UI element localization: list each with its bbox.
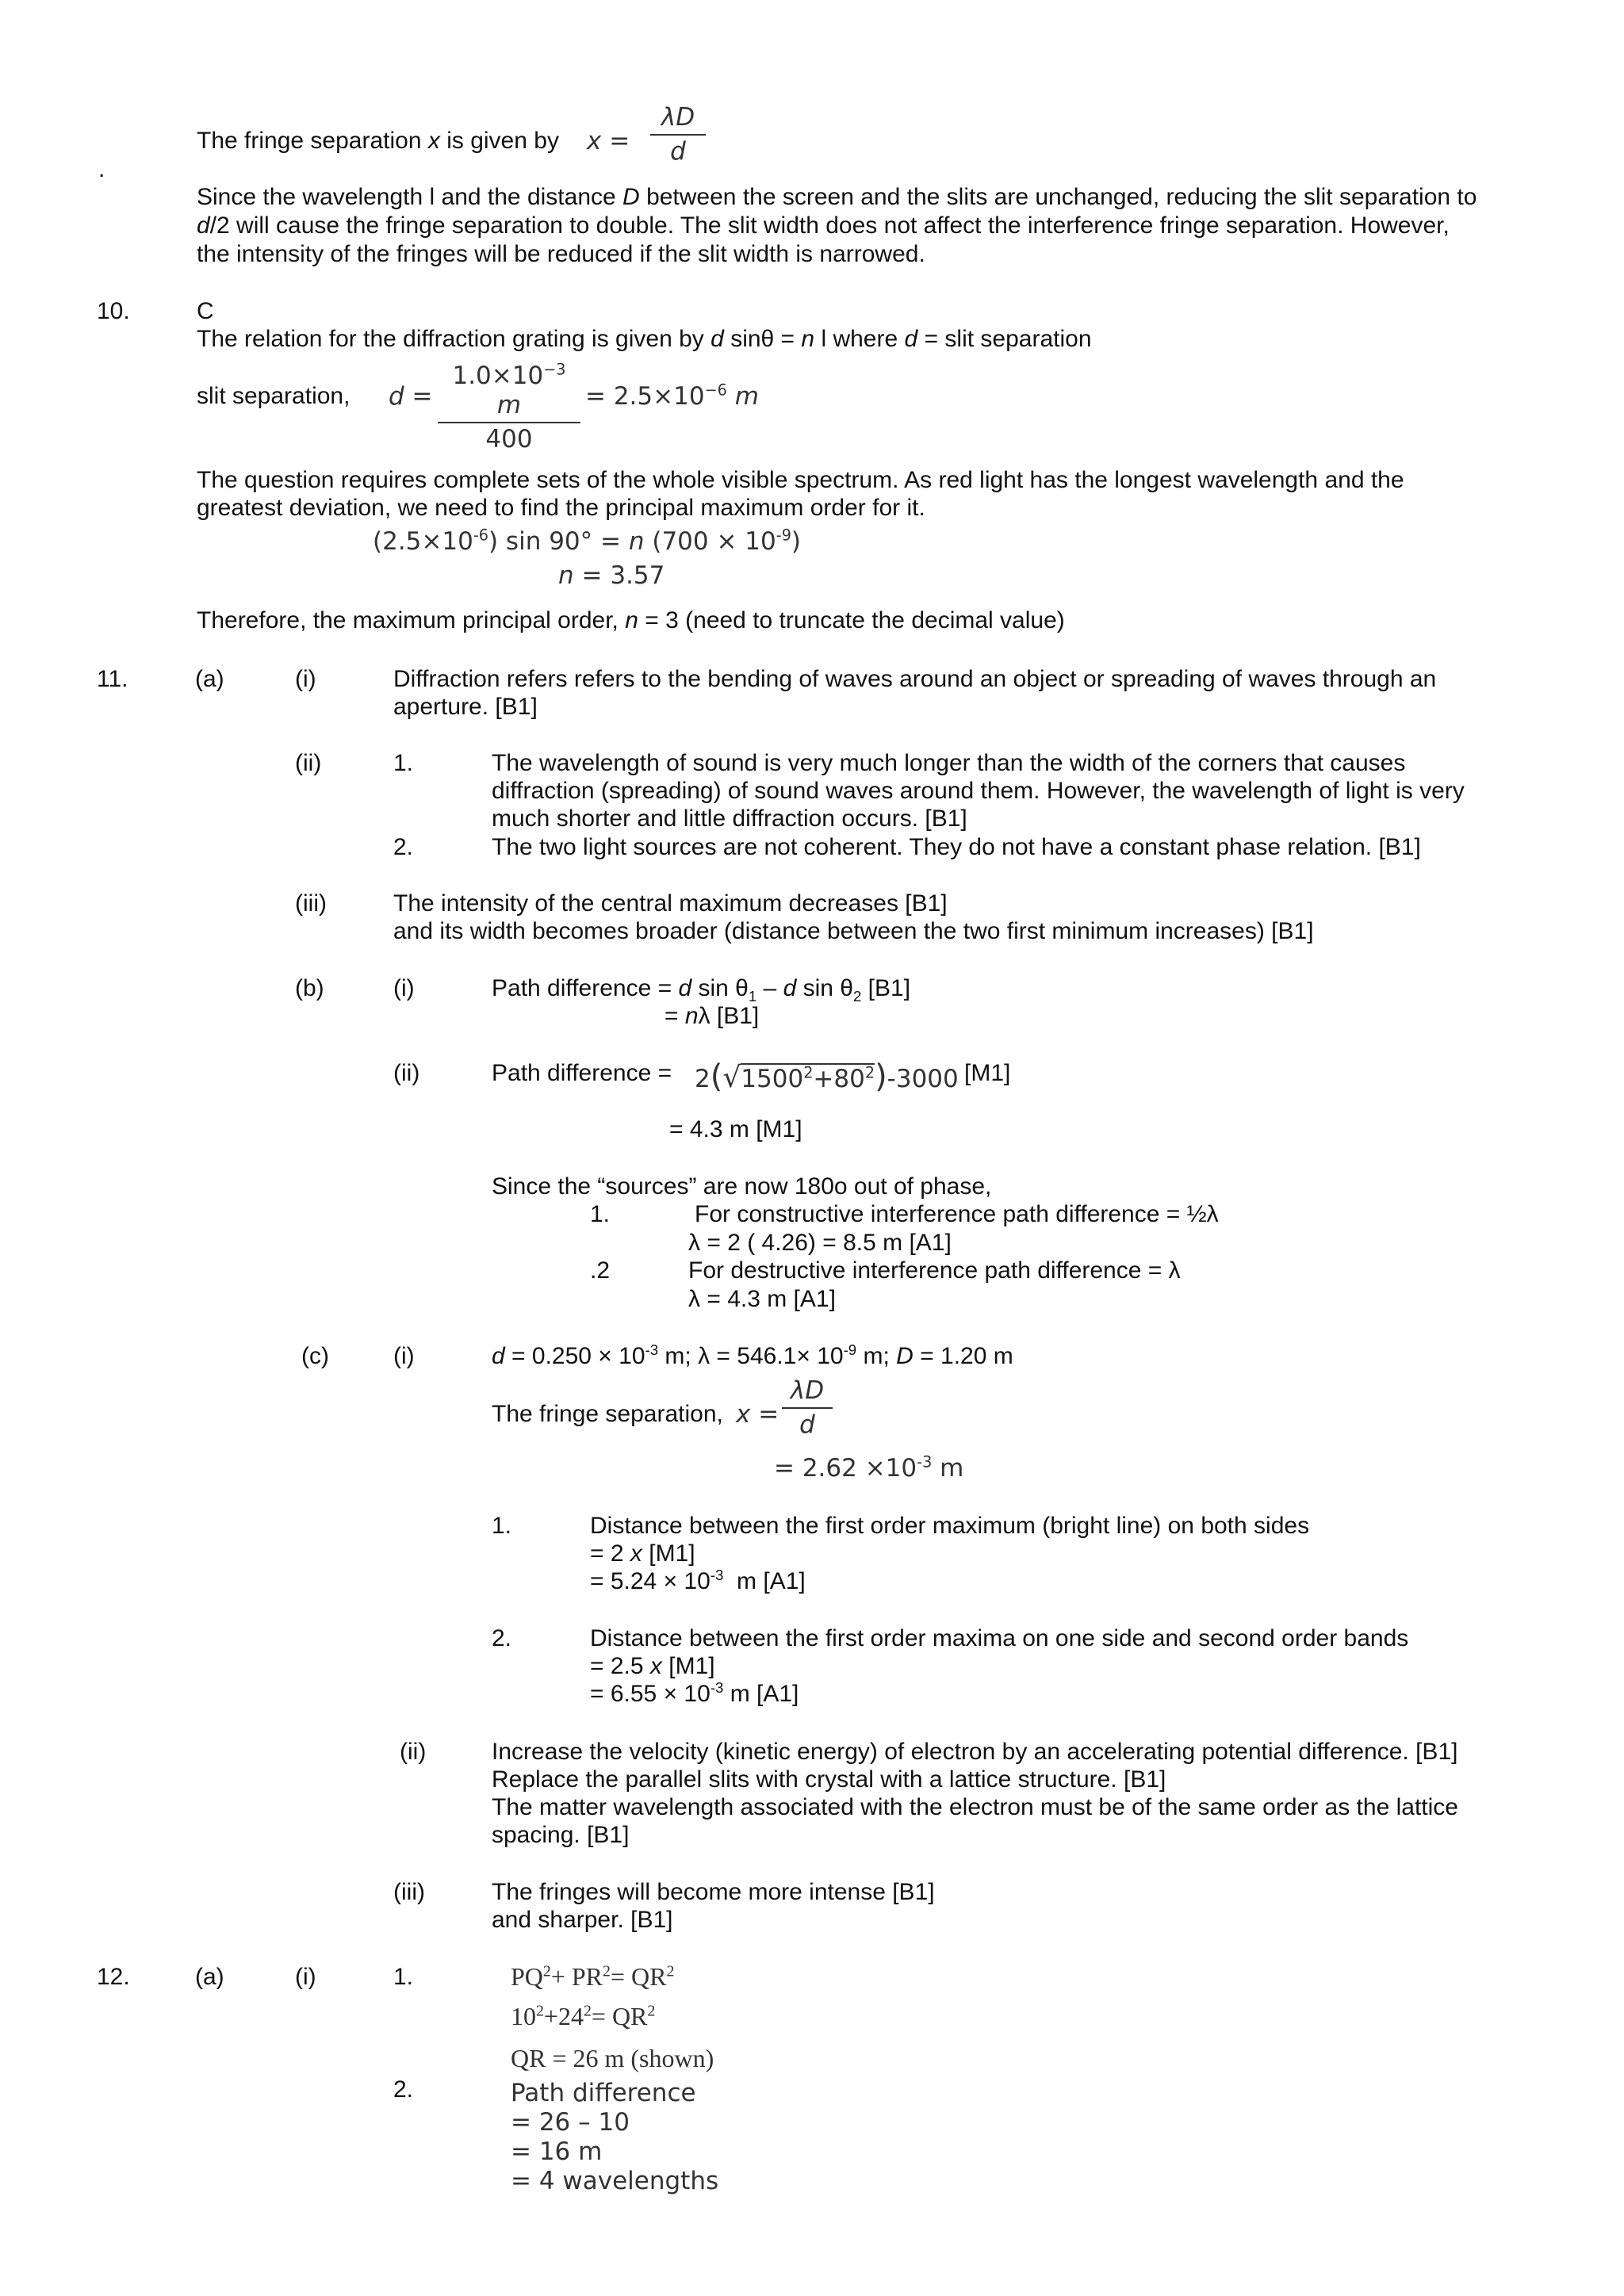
subscript: 2 <box>852 988 862 1004</box>
item-number: 1. <box>393 750 414 776</box>
part-label: (c) <box>301 1343 329 1369</box>
unit: m <box>496 391 522 420</box>
text: l where <box>821 326 898 352</box>
answer-text: The wavelength of sound is very much longer than the width of the corners that causes <box>492 750 1406 776</box>
phase-note: Since the “sources” are now 180o out of phase, <box>492 1173 992 1200</box>
item-number: 2. <box>393 2076 414 2103</box>
unit: m <box>734 382 759 411</box>
answer-text: For destructive interference path difference = λ <box>688 1257 1181 1284</box>
max-order-conclusion <box>197 607 1065 635</box>
text: = QR <box>591 2002 648 2030</box>
text: sin θ <box>698 975 749 1001</box>
text: -3000 <box>887 1065 959 1093</box>
exponent: 2 <box>583 2002 592 2020</box>
path-difference-label: Path difference <box>511 2079 696 2107</box>
grating-relation <box>197 325 1092 354</box>
answer-text <box>590 1680 799 1709</box>
text: = 3.57 <box>581 561 665 590</box>
path-difference-step: = 16 m <box>511 2137 603 2166</box>
var-d: d <box>492 1343 505 1369</box>
var-n: n <box>801 326 815 352</box>
var-d: d <box>678 975 692 1001</box>
exponent: 2 <box>542 1962 551 1980</box>
text: (2.5×10 <box>373 527 473 556</box>
stray-dot: . <box>98 156 105 182</box>
text: = 0.250 × 10 <box>511 1343 645 1369</box>
text: = 2.5×10 <box>585 382 705 411</box>
text: m; λ = 546.1× 10 <box>665 1343 844 1369</box>
text: The fringe separation <box>197 128 422 154</box>
subpart-label: (ii) <box>400 1739 427 1765</box>
exponent: -3 <box>917 1452 933 1471</box>
subpart-label: (ii) <box>295 750 322 776</box>
var-d: d <box>710 326 724 352</box>
var-n: n <box>558 561 574 590</box>
answer-text: For constructive interference path difference = ½λ <box>695 1201 1219 1227</box>
text: ) <box>791 527 802 556</box>
answer-text: diffraction (spreading) of sound waves around them. However, the wavelength of light is very <box>492 778 1465 804</box>
text: +24 <box>543 2002 584 2030</box>
exponent: 2 <box>666 1962 675 1980</box>
answer-text: Distance between the first order maxima on one side and second order bands <box>590 1625 1409 1651</box>
intro-paragraph-line-3: the intensity of the fringes will be reduced if the slit width is narrowed. <box>197 241 925 267</box>
fraction-bar <box>438 422 580 423</box>
path-difference-line-2 <box>665 1002 759 1031</box>
order-equation <box>373 527 801 557</box>
exponent: -9 <box>776 526 791 545</box>
exponent: -3 <box>710 1679 724 1696</box>
answer-text: and sharper. [B1] <box>492 1907 673 1933</box>
text: = QR <box>610 1962 667 1991</box>
slit-separation-label: slit separation, <box>197 383 350 409</box>
given-values <box>492 1342 1013 1371</box>
exponent: 2 <box>864 1063 875 1082</box>
unit: m <box>940 1454 964 1483</box>
answer-text: much shorter and little diffraction occurs. [B1] <box>492 806 967 832</box>
fringe-separation-result <box>774 1454 963 1483</box>
var-d: d <box>783 975 797 1001</box>
subpart-label: (i) <box>295 666 316 692</box>
text: 2 <box>695 1065 710 1093</box>
text: (700 × 10 <box>652 527 776 556</box>
answer-text: The matter wavelength associated with the electron must be of the same order as the lattice <box>492 1794 1458 1820</box>
text: = 3 (need to truncate the decimal value) <box>645 607 1065 633</box>
path-difference-step: = 26 – 10 <box>511 2108 630 2137</box>
answer-text <box>590 1652 715 1681</box>
part-label: (a) <box>195 666 224 692</box>
question-number: 10. <box>97 298 130 324</box>
slit-separation-result <box>585 382 759 411</box>
path-difference-step: = 4 wavelengths <box>511 2167 719 2195</box>
text: Since the wavelength l and the distance <box>197 184 616 210</box>
subpart-label: (iii) <box>393 1879 425 1905</box>
exponent: -3 <box>645 1341 659 1358</box>
fringe-separation-line <box>197 127 559 155</box>
text: [M1] <box>649 1540 695 1567</box>
var-D: D <box>896 1343 914 1369</box>
question-number: 11. <box>97 666 128 692</box>
answer-text: Diffraction refers refers to the bending of waves around an object or spreading of waves through an <box>393 666 1437 692</box>
exponent: 2 <box>647 2002 656 2020</box>
text: The relation for the diffraction grating is given by <box>197 326 704 352</box>
question-number: 12. <box>97 1964 130 1990</box>
subpart-label: (i) <box>393 975 415 1001</box>
part-label: (b) <box>295 975 324 1001</box>
var-d: d <box>197 212 210 239</box>
text: 1500 <box>741 1065 804 1093</box>
text: = slit separation <box>924 326 1092 352</box>
answer-text: The two light sources are not coherent. They do not have a constant phase relation. [B1] <box>492 834 1421 860</box>
var-D: D <box>622 184 640 210</box>
text: 1.0×10 <box>452 362 544 390</box>
exponent: -9 <box>843 1341 857 1358</box>
var-x: x <box>649 1653 662 1679</box>
exponent: −3 <box>543 360 566 379</box>
text: Therefore, the maximum principal order, <box>197 607 619 633</box>
text: [B1] <box>868 975 911 1001</box>
path-difference-line-1 <box>492 974 910 1003</box>
text: 10 <box>511 2002 536 2030</box>
exponent: 2 <box>536 2002 544 2020</box>
exponent: -6 <box>473 526 488 545</box>
exponent: 2 <box>803 1063 814 1082</box>
fraction-bar <box>782 1407 833 1409</box>
answer-text: aperture. [B1] <box>393 694 538 720</box>
subpart-label: (ii) <box>393 1060 420 1086</box>
subpart-label: (iii) <box>295 890 327 916</box>
answer-text: The fringes will become more intense [B1] <box>492 1879 935 1905</box>
text: between the screen and the slits are unchanged, reducing the slit separation to <box>646 184 1477 210</box>
var-x: x <box>427 128 440 154</box>
text: λ [B1] <box>698 1003 760 1029</box>
answer-text <box>590 1567 806 1596</box>
pythagoras-equation-2 <box>511 2001 655 2031</box>
text: sin θ <box>802 975 853 1001</box>
part-label: (a) <box>195 1964 224 1990</box>
subscript: 1 <box>748 988 757 1004</box>
text: PQ <box>511 1962 543 1991</box>
text: = <box>665 1003 679 1029</box>
var-n: n <box>684 1003 699 1029</box>
var-n: n <box>628 527 645 556</box>
numerator: λD <box>790 1376 825 1405</box>
fraction-slit-separation <box>438 362 580 455</box>
answer-letter: C <box>197 298 214 324</box>
exponent: 2 <box>603 1962 611 1980</box>
q10-text-line-2: greatest deviation, we need to find the principal maximum order for it. <box>197 495 925 521</box>
fraction-lambda-d-over-d <box>650 103 706 166</box>
fringe-separation-label: The fringe separation, <box>492 1401 723 1427</box>
x-equals: x = <box>587 127 630 155</box>
answer-text: spacing. [B1] <box>492 1822 630 1848</box>
var-n: n <box>625 607 638 633</box>
item-number: 1. <box>590 1201 611 1227</box>
text: [M1] <box>668 1653 715 1679</box>
pythagoras-equation-1 <box>511 1961 674 1992</box>
text: = 2.62 ×10 <box>774 1454 917 1483</box>
answer-text: Replace the parallel slits with crystal with a lattice structure. [B1] <box>492 1766 1166 1793</box>
text: /2 will cause the fringe separation to double. The slit width does not affect the interference fringe separation. However, <box>209 212 1450 239</box>
text: +80 <box>813 1065 865 1093</box>
fraction-lambda-d-over-d <box>782 1376 833 1440</box>
text: = 2.5 <box>590 1653 644 1679</box>
item-number: 1. <box>393 1964 414 1990</box>
text: ) sin 90° = <box>488 527 621 556</box>
text: is given by <box>446 128 559 154</box>
intro-paragraph-line-2 <box>197 212 1450 240</box>
text: Path difference = <box>492 975 672 1001</box>
item-number: 2. <box>492 1625 512 1651</box>
text: m; <box>863 1343 890 1369</box>
item-number: 1. <box>492 1513 512 1539</box>
text: – <box>763 975 777 1001</box>
path-difference-label: Path difference = <box>492 1060 672 1086</box>
var-d: d <box>904 326 918 352</box>
text: = 5.24 × 10 <box>590 1568 710 1594</box>
d-equals: d = <box>389 382 433 411</box>
denominator: 400 <box>485 425 533 454</box>
answer-text <box>590 1540 695 1568</box>
item-number: .2 <box>590 1257 611 1284</box>
fraction-bar <box>650 134 706 136</box>
text: = 1.20 m <box>920 1343 1013 1369</box>
exponent: −6 <box>704 381 727 400</box>
answer-text: λ = 4.3 m [A1] <box>688 1286 836 1312</box>
answer-text: The intensity of the central maximum decreases [B1] <box>393 890 948 916</box>
pythagoras-result: QR = 26 m (shown) <box>511 2044 714 2072</box>
subpart-label: (i) <box>295 1964 316 1990</box>
q10-text-line-1: The question requires complete sets of the whole visible spectrum. As red light has the longest wavelength and the <box>197 467 1404 493</box>
exponent: -3 <box>710 1567 724 1583</box>
var-x: x <box>630 1540 642 1567</box>
text: m [A1] <box>730 1681 799 1707</box>
text: + PR <box>550 1962 603 1991</box>
denominator: d <box>670 137 686 166</box>
path-difference-result: = 4.3 m [M1] <box>669 1116 802 1142</box>
numerator <box>438 362 580 420</box>
text: = 6.55 × 10 <box>590 1681 710 1707</box>
numerator: λD <box>661 103 695 132</box>
answer-text: Increase the velocity (kinetic energy) of electron by an accelerating potential difference. [B1] <box>492 1739 1458 1765</box>
answer-text: λ = 2 ( 4.26) = 8.5 m [A1] <box>688 1230 952 1256</box>
intro-paragraph-line-1 <box>197 183 1477 212</box>
subpart-label: (i) <box>393 1343 415 1369</box>
text: sinθ = <box>730 326 795 352</box>
mark: [M1] <box>964 1060 1011 1086</box>
answer-text: and its width becomes broader (distance between the two first minimum increases) [B1] <box>393 918 1314 944</box>
item-number: 2. <box>393 834 414 860</box>
x-equals: x = <box>736 1400 779 1429</box>
text: m [A1] <box>737 1568 806 1594</box>
path-difference-equation: $2(√1500^2+80^2)-3000$ <box>695 1058 959 1095</box>
order-result <box>558 561 665 591</box>
text: = 2 <box>590 1540 624 1567</box>
denominator: d <box>799 1410 815 1440</box>
answer-text: Distance between the first order maximum (bright line) on both sides <box>590 1513 1310 1539</box>
